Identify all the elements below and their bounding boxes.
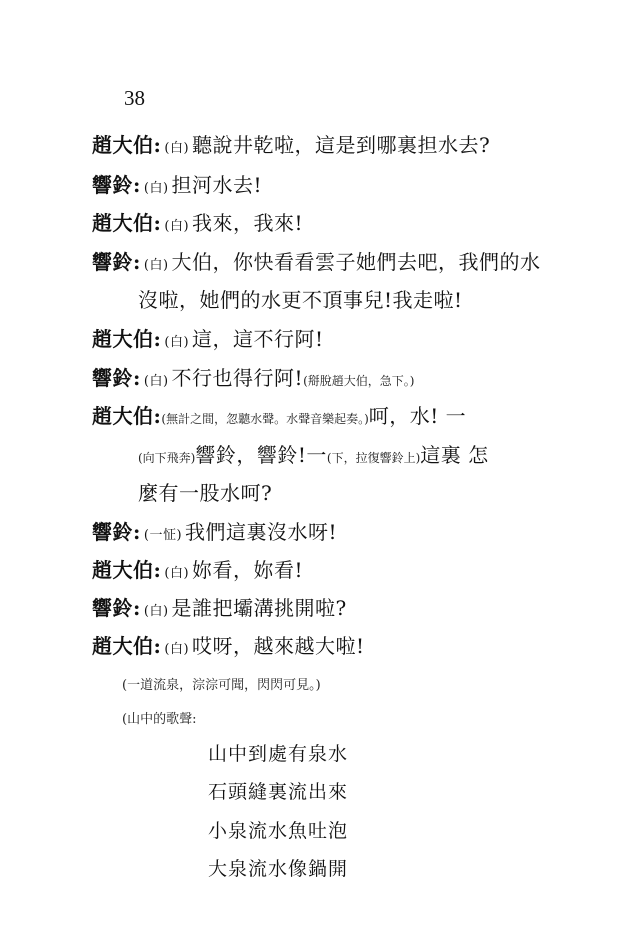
dialogue-text: 是誰把壩溝挑開啦? bbox=[171, 596, 347, 620]
speaker-name: 響鈴 bbox=[92, 366, 133, 390]
dialogue-line bbox=[92, 248, 541, 280]
stage-note: (搿脫趙大伯，急下。) bbox=[303, 374, 415, 388]
speaker-name: 趙大伯 bbox=[92, 558, 154, 582]
dialogue-continuation: 沒啦，她們的水更不頂事兒!我走啦! bbox=[138, 288, 463, 312]
delivery-mark: (白) bbox=[164, 566, 190, 581]
speaker-name: 趙大伯 bbox=[92, 634, 154, 658]
dialogue-line bbox=[92, 594, 347, 626]
dialogue-line bbox=[92, 518, 337, 550]
delivery-mark: (白) bbox=[143, 374, 169, 389]
delivery-mark: (白) bbox=[164, 335, 190, 350]
speaker-colon: : bbox=[133, 596, 141, 620]
delivery-mark: (一怔) bbox=[143, 528, 183, 543]
dialogue-line bbox=[92, 325, 324, 357]
dialogue-line bbox=[92, 556, 303, 588]
delivery-mark: (白) bbox=[143, 258, 169, 273]
dialogue-text: 我來，我來! bbox=[192, 211, 304, 235]
dialogue-text: 不行也得行阿! bbox=[171, 366, 304, 390]
speaker-colon: : bbox=[153, 133, 162, 157]
speaker-name: 響鈴 bbox=[92, 520, 133, 544]
speaker-colon: : bbox=[133, 250, 141, 274]
delivery-mark: (白) bbox=[143, 604, 169, 619]
speaker-name: 響鈴 bbox=[92, 173, 133, 197]
speaker-name: 趙大伯 bbox=[92, 211, 154, 235]
dialogue-continuation: 麼有一股水呵? bbox=[138, 481, 273, 505]
dialogue-text: 這裏 怎 bbox=[420, 443, 489, 467]
delivery-mark: (白) bbox=[164, 219, 190, 234]
delivery-mark: (白) bbox=[143, 181, 169, 196]
song-line: 小泉流水魚吐泡 bbox=[208, 820, 349, 842]
dialogue-text: 大伯，你快看看雲子她們去吧，我們的水 bbox=[171, 250, 541, 274]
speaker-colon: : bbox=[153, 327, 162, 351]
dialogue-text: 哎呀，越來越大啦! bbox=[192, 634, 365, 658]
dialogue-text: 聽說井乾啦，這是到哪裏担水去? bbox=[192, 133, 491, 157]
song-line: 石頭縫裏流出來 bbox=[208, 781, 349, 803]
speaker-colon: : bbox=[153, 634, 162, 658]
dialogue-text: 妳看，妳看! bbox=[192, 558, 304, 582]
song-line: 大泉流水像鍋開 bbox=[208, 858, 349, 880]
dialogue-line bbox=[92, 364, 414, 396]
speaker-colon: : bbox=[153, 558, 162, 582]
dialogue-line bbox=[92, 209, 303, 241]
dialogue-text: 呵，水! 一 bbox=[368, 404, 467, 428]
dialogue-continuation bbox=[138, 441, 489, 472]
page-number: 38 bbox=[124, 86, 145, 110]
speaker-colon: : bbox=[153, 211, 162, 235]
speaker-colon: : bbox=[153, 404, 162, 428]
dialogue-text: 響鈴，響鈴!一 bbox=[195, 443, 327, 467]
speaker-colon: : bbox=[133, 173, 141, 197]
delivery-mark: (白) bbox=[164, 642, 190, 657]
delivery-mark: (白) bbox=[164, 141, 190, 156]
dialogue-line bbox=[92, 632, 365, 664]
speaker-name: 響鈴 bbox=[92, 596, 133, 620]
speaker-name: 趙大伯 bbox=[92, 404, 154, 428]
speaker-name: 趙大伯 bbox=[92, 327, 154, 351]
stage-note: (下，拉復響鈴上) bbox=[326, 451, 421, 465]
dialogue-text: 我們這裏沒水呀! bbox=[185, 520, 338, 544]
speaker-colon: : bbox=[133, 366, 141, 390]
dialogue-text: 這，這不行阿! bbox=[192, 327, 324, 351]
speaker-name: 響鈴 bbox=[92, 250, 133, 274]
stage-direction: (一道流泉，淙淙可聞，閃閃可見。) bbox=[122, 678, 321, 693]
dialogue-line bbox=[92, 402, 466, 433]
stage-note: (無計之間，忽聽水聲。水聲音樂起奏。) bbox=[161, 412, 369, 426]
dialogue-line bbox=[92, 131, 490, 163]
speaker-colon: : bbox=[133, 520, 141, 544]
dialogue-line bbox=[92, 171, 262, 203]
song-line: 山中到處有泉水 bbox=[208, 743, 349, 765]
stage-direction: (山中的歌聲: bbox=[122, 712, 197, 727]
stage-note: (向下飛奔) bbox=[138, 451, 196, 465]
speaker-name: 趙大伯 bbox=[92, 133, 154, 157]
dialogue-text: 担河水去! bbox=[171, 173, 263, 197]
